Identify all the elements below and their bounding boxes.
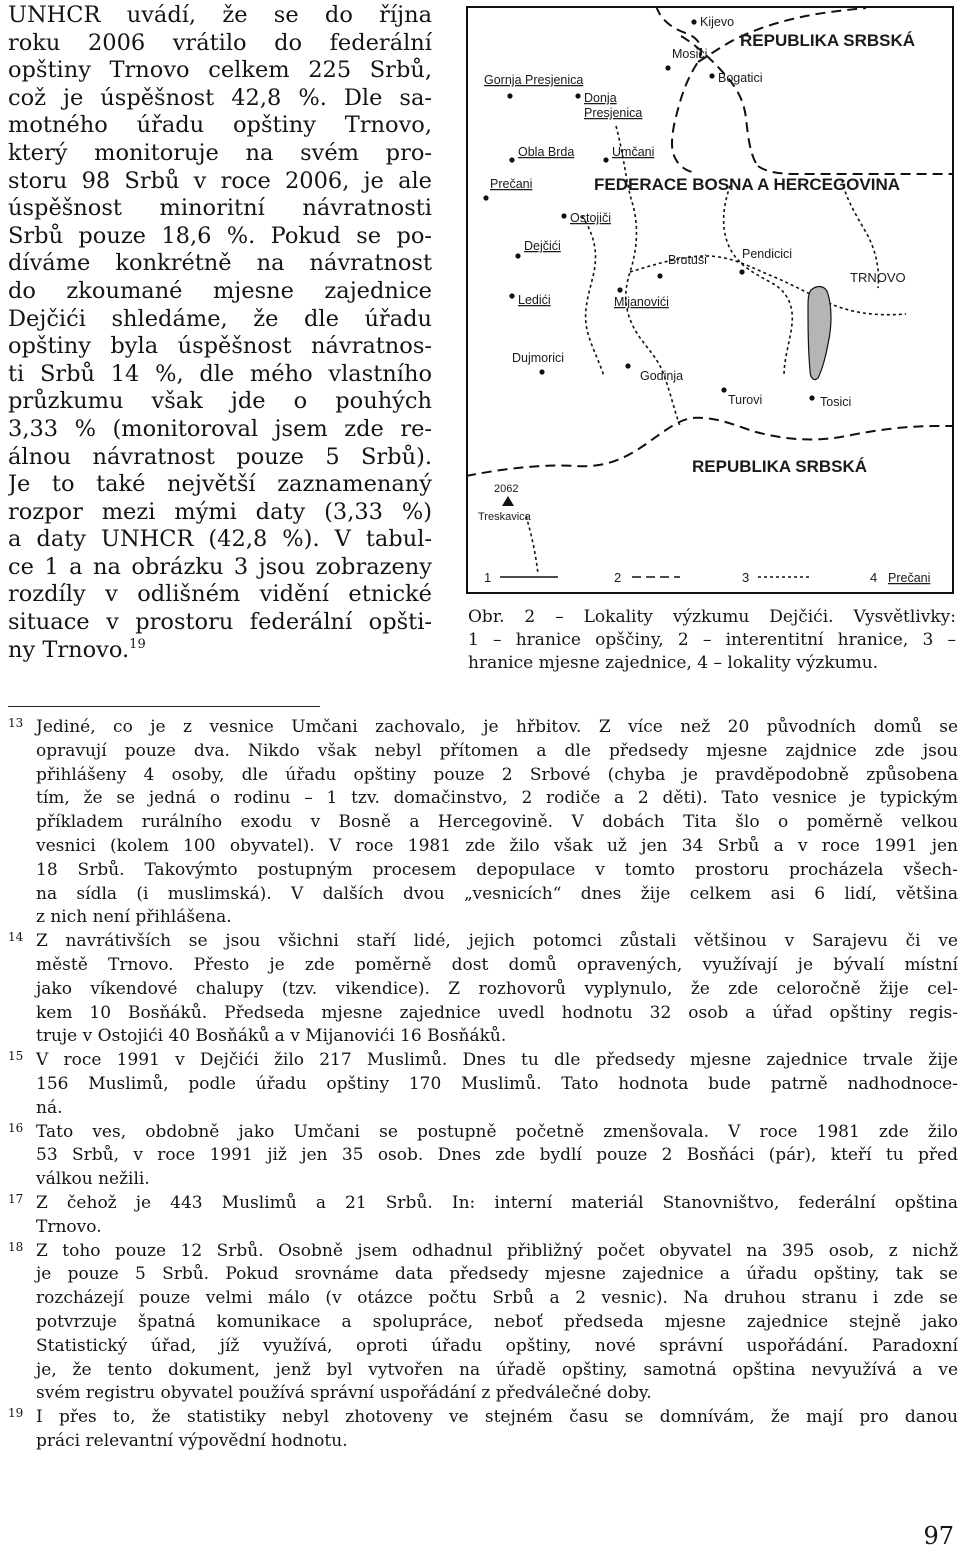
footnote-line: na sídla (i muslimská). V dalších dvou „vesnicích“ dnes žije celkem asi 6 lidí, většina [36, 883, 958, 904]
footnote-15 [8, 1049, 958, 1120]
place-dot [617, 287, 622, 292]
body-line: rozdíly v odlišném vidění etnické [8, 581, 432, 608]
footnote-line: je, že tento dokument, jenž byl vytvořen na úřadě opštiny, samotná opština nevyužívá a ve [36, 1359, 958, 1380]
footnote-number: 18 [8, 1239, 24, 1254]
place-mosici: Mosici [672, 47, 708, 61]
body-line: UNHCR uvádí, že se do října [8, 2, 432, 28]
place-dot [539, 369, 544, 374]
footnote-line: je pouze 5 Srbů. Pokud srovnáme data předsedy mjesne zajednice a úřadu opštiny, tak se [36, 1264, 958, 1285]
place-kijevo: Kijevo [700, 15, 735, 29]
body-line: který monitoruje na svém pro- [8, 139, 432, 166]
footnote-line: 156 Muslimů, podle úřadu opštiny 170 Muslimů. Tato hodnota bude patrně nadhodnoce- [36, 1073, 958, 1094]
footnote-line: Jediné, co je z vesnice Umčani zachovalo, je hřbitov. Z více než 20 původních domů se [36, 717, 958, 737]
place-dot [575, 93, 580, 98]
place-peak-height: 2062 [494, 483, 519, 495]
place-dot [709, 73, 714, 78]
footnote-line: přihlášeny 4 osoby, dle úřadu opštiny pouze 2 Srbové (chyba je pravděpodobně způsobena [36, 764, 958, 785]
body-line-last [8, 637, 432, 665]
body-line: což je úspěšnost 42,8 %. Dle sa- [8, 84, 432, 111]
footnote-13 [8, 716, 958, 930]
place-obla-brda: Obla Brda [518, 145, 575, 159]
body-line: průzkumu však jde o pouhých [8, 388, 432, 415]
footnote-line: práci relevantní výpovědní hodnotu. [36, 1430, 348, 1451]
body-line: 3,33 % (monitoroval jsem zde re- [8, 415, 432, 442]
legend-number-4: 4 [870, 570, 878, 585]
footnote-number: 13 [8, 716, 24, 730]
footnote-line: Tato ves, obdobně jako Umčani se postupně početně zmenšovala. V roce 1981 zde žilo [36, 1121, 958, 1142]
body-line: ce 1 a na obrázku 3 jsou zobrazeny [8, 553, 432, 580]
map-svg [466, 6, 954, 594]
place-bogatici: Bogatici [718, 71, 763, 85]
place-turovi: Turovi [728, 393, 763, 407]
footnote-separator [8, 706, 320, 707]
footnote-line: vesnici (kolem 100 obyvatel). V roce 1981 zde žilo však už jen 34 Srbů a v roce 1991 jen [36, 835, 958, 856]
footnote-line: ná. [36, 1097, 63, 1118]
footnote-line: tím, že se jedná o rodinu – 1 tzv. domačinstvo, 2 rodiče a 2 děti). Tato vesnice je typickým [36, 788, 958, 809]
region-label-federation: FEDERACE BOSNA A HERCEGOVINA [594, 175, 901, 194]
body-line: Je to také největší zaznamenaný [8, 471, 432, 498]
footnotes [8, 716, 958, 1454]
footnote-number: 15 [8, 1049, 24, 1064]
legend-number-2: 2 [614, 570, 622, 585]
footnote-line: potvrzuje špatná komunikace a spolupráce, neboť předseda mjesne zajednice stejně jako [36, 1311, 958, 1332]
body-line: ny Trnovo. [8, 636, 130, 663]
footnote-line: Trnovo. [36, 1216, 102, 1237]
body-line: ti Srbů 14 %, dle mého vlastního [8, 360, 432, 387]
body-line: Srbů pouze 18,6 %. Pokud se po- [8, 222, 432, 249]
place-treskavica: Treskavica [478, 511, 531, 523]
body-line: díváme konkrétně na návratnost [8, 250, 432, 277]
place-donja-line1: Donja [584, 91, 617, 105]
body-text [8, 2, 432, 664]
footnote-line: 53 Srbů, v roce 1991 již jen 35 osob. Dnes zde bydlí pouze 2 Bosňáci (pár), kteří tu před [36, 1145, 958, 1166]
footnote-number: 16 [8, 1120, 24, 1135]
place-dot [483, 195, 488, 200]
place-dujmorici: Dujmorici [512, 351, 565, 365]
legend-number-3: 3 [742, 570, 750, 585]
footnote-number: 19 [8, 1406, 24, 1421]
footnote-number: 14 [8, 930, 24, 945]
region-label-trnovo: TRNOVO [850, 270, 906, 285]
place-precani: Prečani [490, 177, 533, 191]
body-line: situace v prostoru federální opšti- [8, 609, 432, 636]
place-dot [691, 19, 696, 24]
place-dot [561, 213, 566, 218]
map-figure [466, 6, 954, 594]
footnote-19 [8, 1406, 958, 1454]
caption-line: hranice mjesne zajednice, 4 – lokality výzkumu. [468, 653, 879, 673]
place-dejcici: Dejčići [524, 239, 561, 253]
body-line: do zkoumané mjesne zajednice [8, 277, 432, 304]
caption-line: 1 – hranice opščiny, 2 – interentitní hranice, 3 – [468, 630, 956, 650]
footnote-line: Statistický úřad, jíž využívá, oproti úřadu opštiny, nové správní uspořádání. Paradoxní [36, 1335, 958, 1356]
legend-number-1: 1 [484, 570, 492, 585]
place-ledici: Ledići [518, 293, 551, 307]
place-godinja: Godinja [640, 369, 684, 383]
footnote-line: Z toho pouze 12 Srbů. Osobně jsem odhadnul přibližný počet obyvatel na 395 osob, z nichž [36, 1240, 958, 1261]
place-dot [739, 269, 744, 274]
footnote-line: z nich není přihlášena. [36, 907, 232, 928]
footnote-number: 17 [8, 1191, 24, 1206]
footnote-line: V roce 1991 v Dejčići žilo 217 Muslimů. Dnes tu dle předsedy mjesne zajednice trvale žije [36, 1050, 958, 1071]
footnote-line: I přes to, že statistiky nebyl zhotoveny ve stejném času se domnívám, že mají pro danou [36, 1407, 958, 1428]
place-tosici: Tosici [820, 395, 852, 409]
body-line: Dejčići shledáme, že dle úřadu [8, 305, 432, 332]
body-line: opštiny byla úspěšnost návratnos- [8, 333, 432, 360]
place-ostojici: Ostojiči [570, 211, 611, 225]
footnote-line: Z čehož je 443 Muslimů a 21 Srbů. In: interní materiál Stanovništvo, federální opština [36, 1192, 958, 1213]
footnote-line: Z navrátivších se jsou všichni staří lidé, jejich potomci zůstali většinou v Sarajevu či ve [36, 931, 958, 952]
footnote-line: příkladem rurálního exodu v Bosně a Hercegovině. V dobách Tita šlo o poměrně velkou [36, 812, 958, 833]
place-dot [509, 293, 514, 298]
place-brutusi: Brutusi [668, 253, 707, 267]
body-line: a daty UNHCR (42,8 %). V tabul- [8, 526, 432, 553]
place-donja-line2: Presjenica [584, 106, 643, 120]
body-line: álnou návratnost pouze 5 Srbů). [8, 443, 432, 470]
footnote-line: svém registru obyvatel používá správní uspořádání z předválečné doby. [36, 1383, 652, 1404]
footnote-14 [8, 930, 958, 1049]
body-line: roku 2006 vrátilo do federální [8, 29, 432, 56]
footnote-line: rozcházejí pouze velmi málo (v otázce počtu Srbů a 2 vesnic). Na druhou stranu i zde se [36, 1288, 958, 1309]
place-dot [509, 157, 514, 162]
place-dot [809, 395, 814, 400]
place-dot [657, 273, 662, 278]
legend-item-4-label: Prečani [888, 571, 931, 585]
caption-line: Obr. 2 – Lokality výzkumu Dejčići. Vysvětlivky: [468, 607, 956, 627]
body-line: opštiny Trnovo celkem 225 Srbů, [8, 57, 432, 84]
footnote-line: truje v Ostojići 40 Bosňáků a v Mijanovići 16 Bosňáků. [36, 1026, 507, 1047]
footnote-line: válkou nežili. [36, 1169, 150, 1190]
place-dot [507, 93, 512, 98]
page-number: 97 [923, 1522, 954, 1550]
footnote-16 [8, 1121, 958, 1192]
footnote-line: kem 10 Bosňáků. Předseda mjesne zajednice uvedl hodnotu 32 osob a úřad opštiny regis- [36, 1002, 958, 1023]
place-dot [515, 253, 520, 258]
place-dot [665, 65, 670, 70]
place-dot [603, 157, 608, 162]
figure-caption [468, 606, 956, 675]
place-pendicici: Pendicici [742, 247, 793, 261]
region-label-rs-bottom: REPUBLIKA SRBSKÁ [692, 457, 868, 476]
footnote-line: 18 Srbů. Takovýmto postupným procesem depopulace v tomto prostoru procházela všech- [36, 859, 958, 880]
body-line: úspěšnost minoritní návratnosti [8, 195, 432, 222]
body-line: motného úřadu opštiny Trnovo, [8, 112, 432, 139]
body-line: storu 98 Srbů v roce 2006, je ale [8, 167, 432, 194]
footnote-ref: 19 [129, 636, 146, 652]
place-dot [721, 387, 726, 392]
footnote-line: opravují pouze dva. Nikdo však nebyl přítomen a dle předsedy mjesne zajdnice zde jsou [36, 740, 958, 761]
footnote-18 [8, 1240, 958, 1407]
place-dot [625, 363, 630, 368]
footnote-line: městě Trnovo. Přesto je zde poměrně dost domů opravených, využívají je bývalí místní [36, 954, 958, 975]
region-label-rs-top: REPUBLIKA SRBSKÁ [740, 31, 916, 50]
body-line: rozpor mezi mými daty (3,33 %) [8, 498, 432, 525]
footnote-17 [8, 1192, 958, 1240]
place-mijanovici: Mijanovići [614, 295, 669, 309]
footnote-line: jako víkendové chalupy (tzv. vikendice). Z rozhovorů vyplynulo, že zde celoročně žije cel- [36, 978, 958, 999]
place-umcani: Umčani [612, 145, 655, 159]
place-gornja-presjenica: Gornja Presjenica [484, 73, 584, 87]
